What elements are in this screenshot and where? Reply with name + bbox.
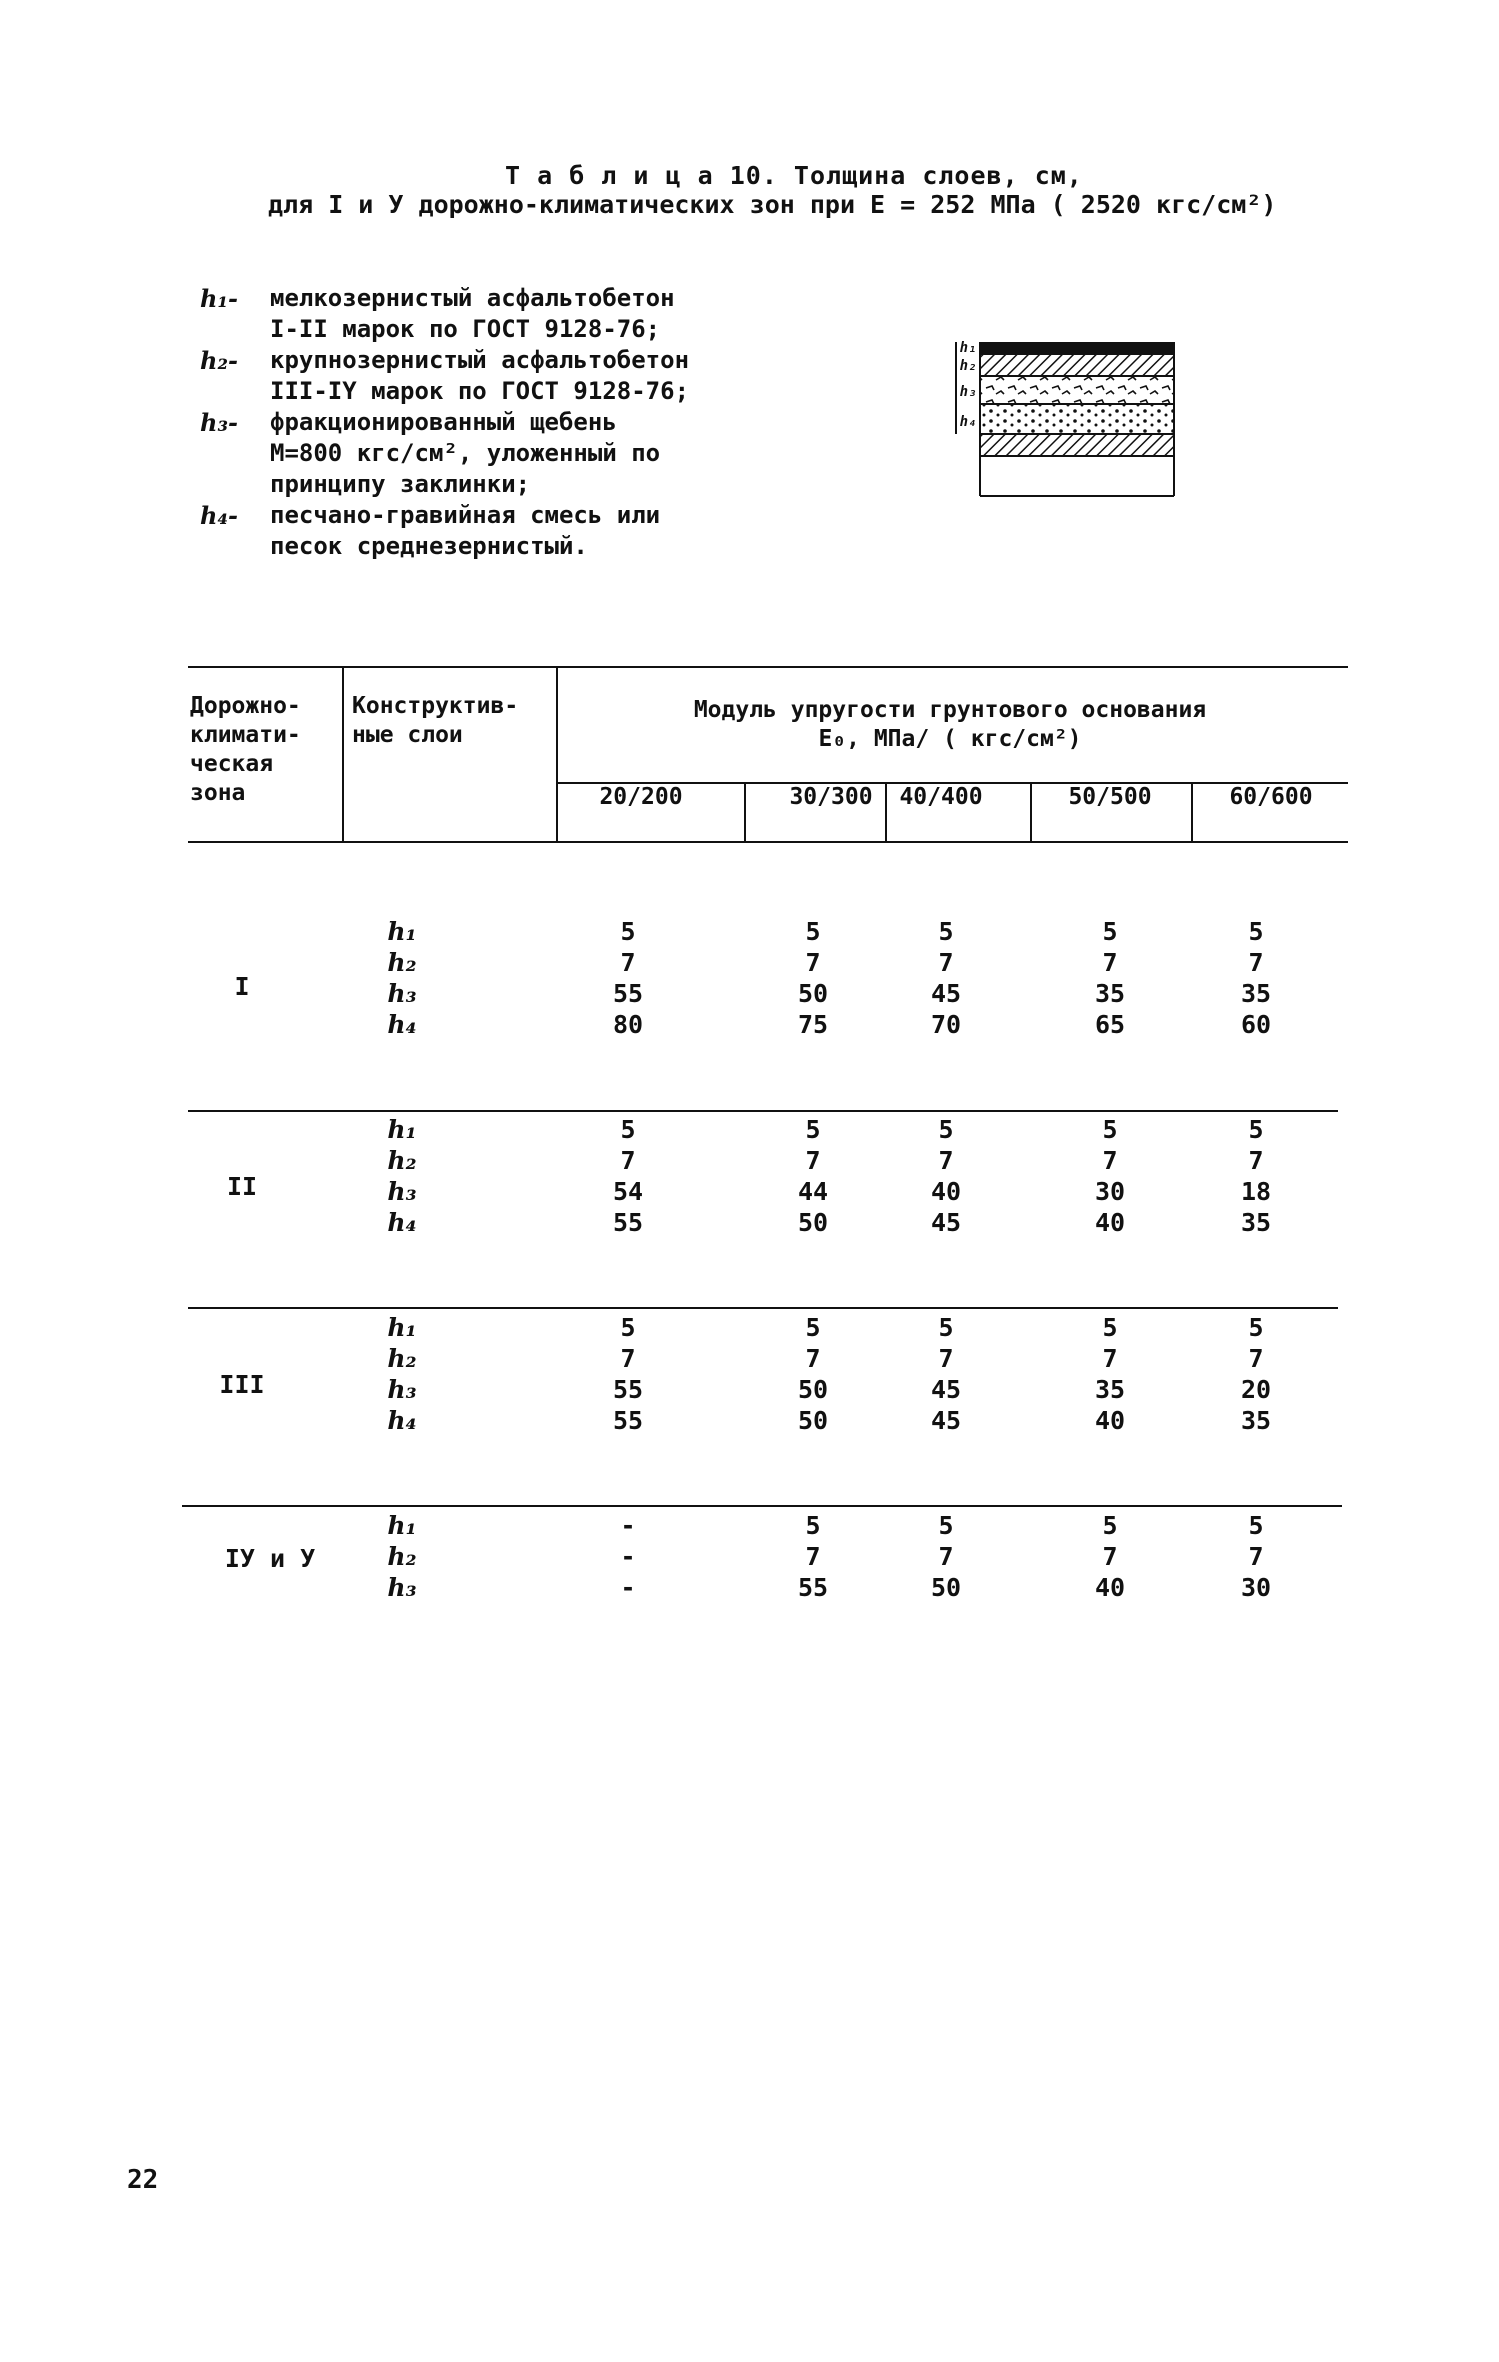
- subcol-divider: [744, 782, 746, 843]
- table-cell: 7: [1102, 948, 1118, 977]
- table-cell: 5: [938, 1313, 954, 1342]
- value-column: [1216, 916, 1296, 1040]
- legend-text: мелкозернистый асфальтобетон: [270, 284, 675, 312]
- legend-text-cont: М=800 кгс/см², уложенный по: [270, 439, 661, 467]
- layer-symbol: h₁: [387, 1511, 417, 1540]
- legend-symbol: h₁-: [200, 284, 238, 313]
- layer-symbol: h₃: [387, 979, 417, 1008]
- layer-column: [372, 1114, 432, 1238]
- table-cell: 50: [797, 1406, 829, 1435]
- layer-symbol: h₃: [387, 1177, 417, 1206]
- table-cell: 7: [805, 1146, 821, 1175]
- subheader-20-200: 20/200: [599, 784, 683, 810]
- layer-h1: [980, 342, 1174, 354]
- table-cell: 5: [805, 917, 821, 946]
- value-column: [1070, 1114, 1150, 1238]
- table-cell: 75: [797, 1010, 829, 1039]
- col-divider-layers: [556, 666, 558, 843]
- table-cell: 18: [1240, 1177, 1272, 1206]
- value-column: [906, 1312, 986, 1436]
- table-cell: 5: [1248, 1313, 1264, 1342]
- layer-symbol: h₂: [387, 1146, 417, 1175]
- layer-symbol: h₁: [387, 917, 417, 946]
- table-cell: 5: [938, 1115, 954, 1144]
- legend-item: [200, 283, 760, 314]
- table-cell: 7: [620, 1146, 636, 1175]
- table-cell: 40: [930, 1177, 962, 1206]
- table-cell: 35: [1240, 1406, 1272, 1435]
- table-cell: 7: [938, 1344, 954, 1373]
- zone-label: I: [234, 972, 250, 1001]
- layer-h3: [980, 376, 1174, 404]
- table-cell: 7: [805, 948, 821, 977]
- layer-symbol: h₁: [387, 1115, 417, 1144]
- table-cell: 55: [612, 1208, 644, 1237]
- table-cell: 35: [1240, 979, 1272, 1008]
- table-cell: 50: [797, 1375, 829, 1404]
- table-cell: 5: [1248, 917, 1264, 946]
- table-cell: 5: [1102, 917, 1118, 946]
- table-cell: 65: [1094, 1010, 1126, 1039]
- legend-text: фракционированный щебень: [270, 408, 617, 436]
- table-cell: 45: [930, 1406, 962, 1435]
- table-cell: 5: [1248, 1511, 1264, 1540]
- layer-column: [372, 1510, 432, 1603]
- table-cell: 40: [1094, 1573, 1126, 1602]
- table-top-rule: [188, 666, 1348, 668]
- value-column: [588, 1312, 668, 1436]
- table-cell: 45: [930, 1375, 962, 1404]
- table-cell: 80: [612, 1010, 644, 1039]
- value-column: [1216, 1312, 1296, 1436]
- value-column: [1070, 916, 1150, 1040]
- diagram-label-h2: h₂: [959, 358, 977, 374]
- table-cell: 40: [1094, 1208, 1126, 1237]
- table-cell: 20: [1240, 1375, 1272, 1404]
- table-cell: 7: [1248, 1146, 1264, 1175]
- zone-label: IУ и У: [224, 1544, 316, 1573]
- value-column: [588, 1114, 668, 1238]
- table-cell: 7: [620, 948, 636, 977]
- table-cell: 55: [612, 979, 644, 1008]
- layer-symbol: h₄: [387, 1010, 417, 1039]
- legend-text-cont: III-IY марок по ГОСТ 9128-76;: [270, 377, 690, 405]
- row-separator: [182, 1505, 1342, 1507]
- table-cell: 5: [805, 1511, 821, 1540]
- table-cell: 7: [938, 948, 954, 977]
- subcol-divider: [1191, 782, 1193, 843]
- value-column: [773, 1510, 853, 1603]
- table-cell: 7: [805, 1542, 821, 1571]
- table-cell: 45: [930, 1208, 962, 1237]
- subheader-60-600: 60/600: [1229, 784, 1313, 810]
- table-cell: -: [620, 1542, 636, 1571]
- table-cell: 7: [1248, 948, 1264, 977]
- legend-text: крупнозернистый асфальтобетон: [270, 346, 690, 374]
- value-column: [906, 916, 986, 1040]
- legend-symbol: h₄-: [200, 501, 238, 530]
- layer-symbol: h₁: [387, 1313, 417, 1342]
- header-zone: Дорожно- климати- ческая зона: [190, 693, 301, 806]
- pavement-layers-diagram: [918, 328, 1200, 503]
- table-cell: 7: [620, 1344, 636, 1373]
- header-layers: Конструктив- ные слои: [352, 693, 519, 748]
- table-cell: 35: [1240, 1208, 1272, 1237]
- layer-symbol: h₃: [387, 1375, 417, 1404]
- table-cell: 7: [1248, 1542, 1264, 1571]
- table-cell: 50: [797, 1208, 829, 1237]
- zone-label: II: [226, 1172, 258, 1201]
- table-cell: 30: [1240, 1573, 1272, 1602]
- table-cell: 35: [1094, 1375, 1126, 1404]
- table-title: Т а б л и ц а 10. Толщина слоев, см,: [505, 161, 1083, 190]
- layer-symbol: h₄: [387, 1406, 417, 1435]
- subheader-40-400: 40/400: [899, 784, 983, 810]
- legend: [200, 283, 760, 562]
- value-column: [588, 916, 668, 1040]
- table-cell: 55: [612, 1375, 644, 1404]
- layer-symbol: h₂: [387, 1344, 417, 1373]
- table-cell: 5: [620, 1115, 636, 1144]
- value-column: [588, 1510, 668, 1603]
- value-column: [773, 916, 853, 1040]
- table-cell: 7: [1102, 1542, 1118, 1571]
- table-cell: 50: [797, 979, 829, 1008]
- legend-item: [200, 407, 760, 438]
- header-modulus: Модуль упругости грунтового основания E₀, МПа/ ( кгс/см²): [693, 697, 1207, 752]
- row-separator: [188, 1110, 1338, 1112]
- table-cell: 7: [1248, 1344, 1264, 1373]
- table-cell: 45: [930, 979, 962, 1008]
- value-column: [1070, 1510, 1150, 1603]
- subheader-30-300: 30/300: [789, 784, 873, 810]
- table-cell: 60: [1240, 1010, 1272, 1039]
- table-cell: 5: [620, 917, 636, 946]
- layer-symbol: h₄: [387, 1208, 417, 1237]
- legend-symbol: h₃-: [200, 408, 238, 437]
- layer-symbol: h₂: [387, 1542, 417, 1571]
- legend-text-cont: I-II марок по ГОСТ 9128-76;: [270, 315, 661, 343]
- table-cell: 7: [938, 1146, 954, 1175]
- value-column: [1216, 1510, 1296, 1603]
- diagram-label-h3: h₃: [959, 384, 977, 400]
- table-cell: 5: [938, 1511, 954, 1540]
- row-separator: [188, 1307, 1338, 1309]
- table-cell: -: [620, 1573, 636, 1602]
- table-cell: 70: [930, 1010, 962, 1039]
- table-cell: 7: [805, 1344, 821, 1373]
- layer-h2: [980, 354, 1174, 376]
- table-cell: 30: [1094, 1177, 1126, 1206]
- value-column: [1070, 1312, 1150, 1436]
- table-cell: 5: [620, 1313, 636, 1342]
- table-cell: 54: [612, 1177, 644, 1206]
- value-column: [906, 1510, 986, 1603]
- table-cell: 5: [805, 1313, 821, 1342]
- legend-item: [200, 345, 760, 376]
- subcol-divider: [1030, 782, 1032, 843]
- page-number: 22: [127, 2165, 159, 2195]
- layer-column: [372, 1312, 432, 1436]
- table-cell: 50: [930, 1573, 962, 1602]
- zone-label: III: [219, 1370, 265, 1399]
- legend-text-cont: песок среднезернистый.: [270, 532, 588, 560]
- diagram-label-h1: h₁: [959, 340, 977, 356]
- table-cell: 44: [797, 1177, 829, 1206]
- legend-text-cont: принципу заклинки;: [270, 470, 531, 498]
- table-cell: 7: [938, 1542, 954, 1571]
- table-cell: 35: [1094, 979, 1126, 1008]
- layer-base: [980, 434, 1174, 456]
- value-column: [773, 1114, 853, 1238]
- legend-text: песчано-гравийная смесь или: [270, 501, 661, 529]
- table-cell: 5: [1102, 1313, 1118, 1342]
- table-cell: 5: [805, 1115, 821, 1144]
- table-cell: 5: [1102, 1511, 1118, 1540]
- table-header-rule: [188, 841, 1348, 843]
- table-cell: 5: [938, 917, 954, 946]
- subheader-50-500: 50/500: [1068, 784, 1152, 810]
- col-divider-zone: [342, 666, 344, 843]
- table-cell: 55: [612, 1406, 644, 1435]
- legend-symbol: h₂-: [200, 346, 238, 375]
- table-cell: 5: [1102, 1115, 1118, 1144]
- value-column: [906, 1114, 986, 1238]
- table-cell: 7: [1102, 1146, 1118, 1175]
- table-subtitle: для I и У дорожно-климатических зон при E = 252 МПа ( 2520 кгс/см²): [268, 190, 1277, 219]
- value-column: [773, 1312, 853, 1436]
- legend-item: [200, 500, 760, 531]
- layer-column: [372, 916, 432, 1040]
- diagram-label-h4: h₄: [959, 414, 977, 430]
- table-cell: -: [620, 1511, 636, 1540]
- layer-symbol: h₃: [387, 1573, 417, 1602]
- table-cell: 5: [1248, 1115, 1264, 1144]
- table-cell: 55: [797, 1573, 829, 1602]
- layer-symbol: h₂: [387, 948, 417, 977]
- table-cell: 40: [1094, 1406, 1126, 1435]
- layer-h4: [980, 404, 1174, 434]
- value-column: [1216, 1114, 1296, 1238]
- table-cell: 7: [1102, 1344, 1118, 1373]
